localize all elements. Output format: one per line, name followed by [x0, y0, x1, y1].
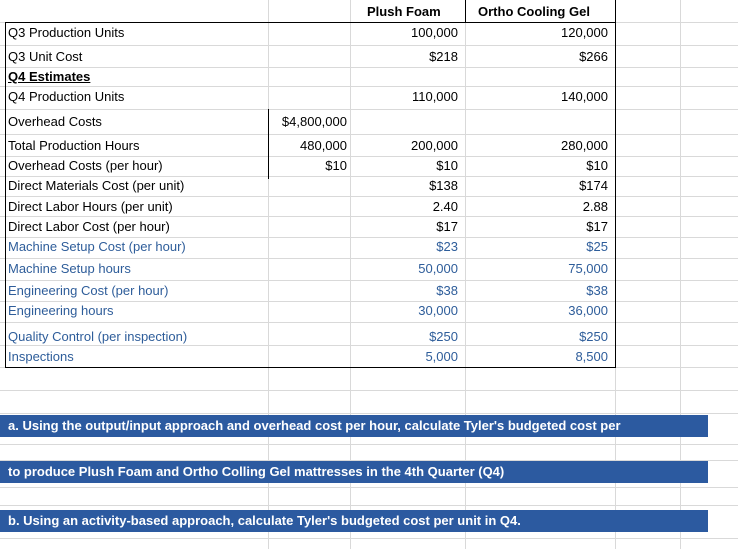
- question-a-continued-band[interactable]: to produce Plush Foam and Ortho Colling Gel mattresses in the 4th Quarter (Q4): [0, 461, 708, 483]
- plush-value[interactable]: $23: [436, 239, 458, 254]
- ortho-value[interactable]: 36,000: [568, 303, 608, 318]
- plush-value[interactable]: 110,000: [411, 89, 458, 104]
- row-label[interactable]: Machine Setup hours: [8, 261, 131, 276]
- ortho-value[interactable]: 280,000: [561, 138, 608, 153]
- plush-value[interactable]: 50,000: [418, 261, 458, 276]
- ortho-cooling-gel-header[interactable]: Ortho Cooling Gel: [478, 4, 590, 19]
- ortho-value[interactable]: $38: [586, 283, 608, 298]
- ortho-value[interactable]: 120,000: [561, 25, 608, 40]
- row-label[interactable]: Direct Labor Cost (per hour): [8, 219, 170, 234]
- ortho-value[interactable]: 75,000: [568, 261, 608, 276]
- plush-foam-header[interactable]: Plush Foam: [367, 4, 441, 19]
- plush-value[interactable]: 2.40: [432, 199, 458, 214]
- row-label[interactable]: Inspections: [8, 349, 74, 364]
- plush-value[interactable]: $218: [429, 49, 458, 64]
- plush-value[interactable]: $17: [436, 219, 458, 234]
- ortho-value[interactable]: $266: [579, 49, 608, 64]
- row-label[interactable]: Q4 Production Units: [8, 89, 125, 104]
- plush-value[interactable]: 100,000: [411, 25, 458, 40]
- plush-value[interactable]: 5,000: [425, 349, 458, 364]
- plush-value[interactable]: 200,000: [411, 138, 458, 153]
- ortho-value[interactable]: 8,500: [575, 349, 608, 364]
- row-label[interactable]: Direct Labor Hours (per unit): [8, 199, 173, 214]
- total-value[interactable]: $4,800,000: [281, 114, 347, 129]
- row-label[interactable]: Overhead Costs: [8, 114, 102, 129]
- plush-value[interactable]: $250: [429, 329, 458, 344]
- row-label[interactable]: Engineering hours: [8, 303, 114, 318]
- ortho-value[interactable]: $250: [579, 329, 608, 344]
- row-label[interactable]: Direct Materials Cost (per unit): [8, 178, 185, 193]
- ortho-value[interactable]: $17: [586, 219, 608, 234]
- row-label[interactable]: Q3 Unit Cost: [8, 49, 83, 64]
- q4-estimates-heading[interactable]: Q4 Estimates: [8, 69, 91, 84]
- row-label[interactable]: Total Production Hours: [8, 138, 140, 153]
- ortho-value[interactable]: $10: [586, 158, 608, 173]
- row-label[interactable]: Overhead Costs (per hour): [8, 158, 163, 173]
- question-a-band[interactable]: a. Using the output/input approach and overhead cost per hour, calculate Tyler's budgeted cost per: [0, 415, 708, 437]
- plush-value[interactable]: $10: [436, 158, 458, 173]
- ortho-value[interactable]: $25: [586, 239, 608, 254]
- question-b-band[interactable]: b. Using an activity-based approach, calculate Tyler's budgeted cost per unit in Q4.: [0, 510, 708, 532]
- plush-value[interactable]: 30,000: [418, 303, 458, 318]
- ortho-value[interactable]: 2.88: [582, 199, 608, 214]
- plush-value[interactable]: $138: [429, 178, 458, 193]
- row-label[interactable]: Machine Setup Cost (per hour): [8, 239, 186, 254]
- total-value[interactable]: $10: [325, 158, 347, 173]
- plush-value[interactable]: $38: [436, 283, 458, 298]
- ortho-value[interactable]: $174: [579, 178, 608, 193]
- row-label[interactable]: Quality Control (per inspection): [8, 329, 188, 344]
- ortho-value[interactable]: 140,000: [561, 89, 608, 104]
- total-value[interactable]: 480,000: [300, 138, 347, 153]
- row-label[interactable]: Engineering Cost (per hour): [8, 283, 169, 298]
- row-label[interactable]: Q3 Production Units: [8, 25, 125, 40]
